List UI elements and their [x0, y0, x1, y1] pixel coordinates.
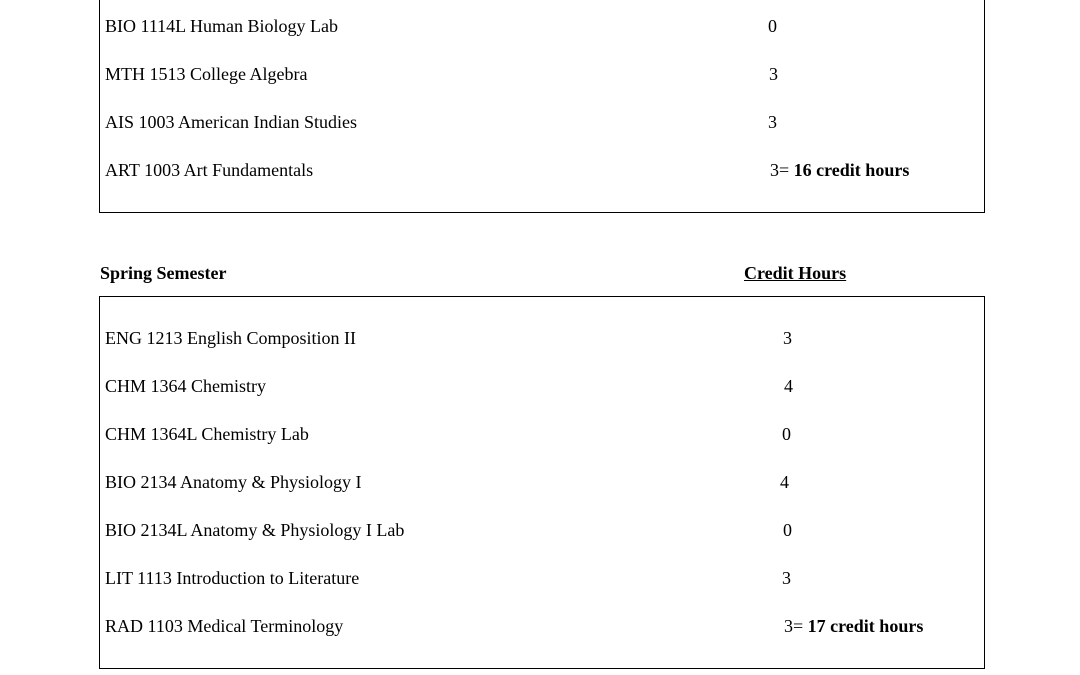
table-row	[100, 14, 984, 38]
credit-hours: 0	[783, 520, 792, 540]
course-name: LIT 1113 Introduction to Literature	[105, 568, 360, 588]
table-row	[100, 470, 984, 494]
credit-hours-total	[784, 614, 923, 638]
credit-hours: 3	[769, 64, 778, 84]
course-name: AIS 1003 American Indian Studies	[105, 112, 357, 132]
table-row	[100, 110, 984, 134]
course-name: CHM 1364L Chemistry Lab	[105, 424, 309, 444]
credit-hours: 3	[782, 568, 791, 588]
credit-hours-heading: Credit Hours	[744, 263, 847, 283]
credit-hours: 3	[768, 112, 777, 132]
credit-hours: 3=	[770, 160, 790, 180]
spring-semester-heading: Spring Semester	[100, 263, 227, 283]
credit-hours: 3	[783, 328, 792, 348]
credit-hours: 4	[784, 376, 793, 396]
table-row	[100, 422, 984, 446]
course-name: BIO 1114L Human Biology Lab	[105, 16, 338, 36]
table-row	[100, 62, 984, 86]
table-row	[100, 158, 984, 182]
credit-hours: 0	[782, 424, 791, 444]
course-name: BIO 2134 Anatomy & Physiology I	[105, 472, 362, 492]
semester-total: 16 credit hours	[793, 160, 910, 180]
spring-semester-table	[99, 296, 985, 669]
table-row	[100, 614, 984, 638]
course-name: RAD 1103 Medical Terminology	[105, 616, 344, 636]
course-name: MTH 1513 College Algebra	[105, 64, 308, 84]
semester-total: 17 credit hours	[807, 616, 924, 636]
table-row	[100, 566, 984, 590]
table-row	[100, 374, 984, 398]
credit-hours: 3=	[784, 616, 804, 636]
table-row	[100, 326, 984, 350]
credit-hours: 4	[780, 472, 789, 492]
credit-hours: 0	[768, 16, 777, 36]
table-row	[100, 518, 984, 542]
course-name: ART 1003 Art Fundamentals	[105, 160, 314, 180]
credit-hours-total	[770, 158, 909, 182]
course-name: ENG 1213 English Composition II	[105, 328, 356, 348]
fall-semester-table	[99, 0, 985, 213]
course-name: CHM 1364 Chemistry	[105, 376, 267, 396]
course-name: BIO 2134L Anatomy & Physiology I Lab	[105, 520, 405, 540]
